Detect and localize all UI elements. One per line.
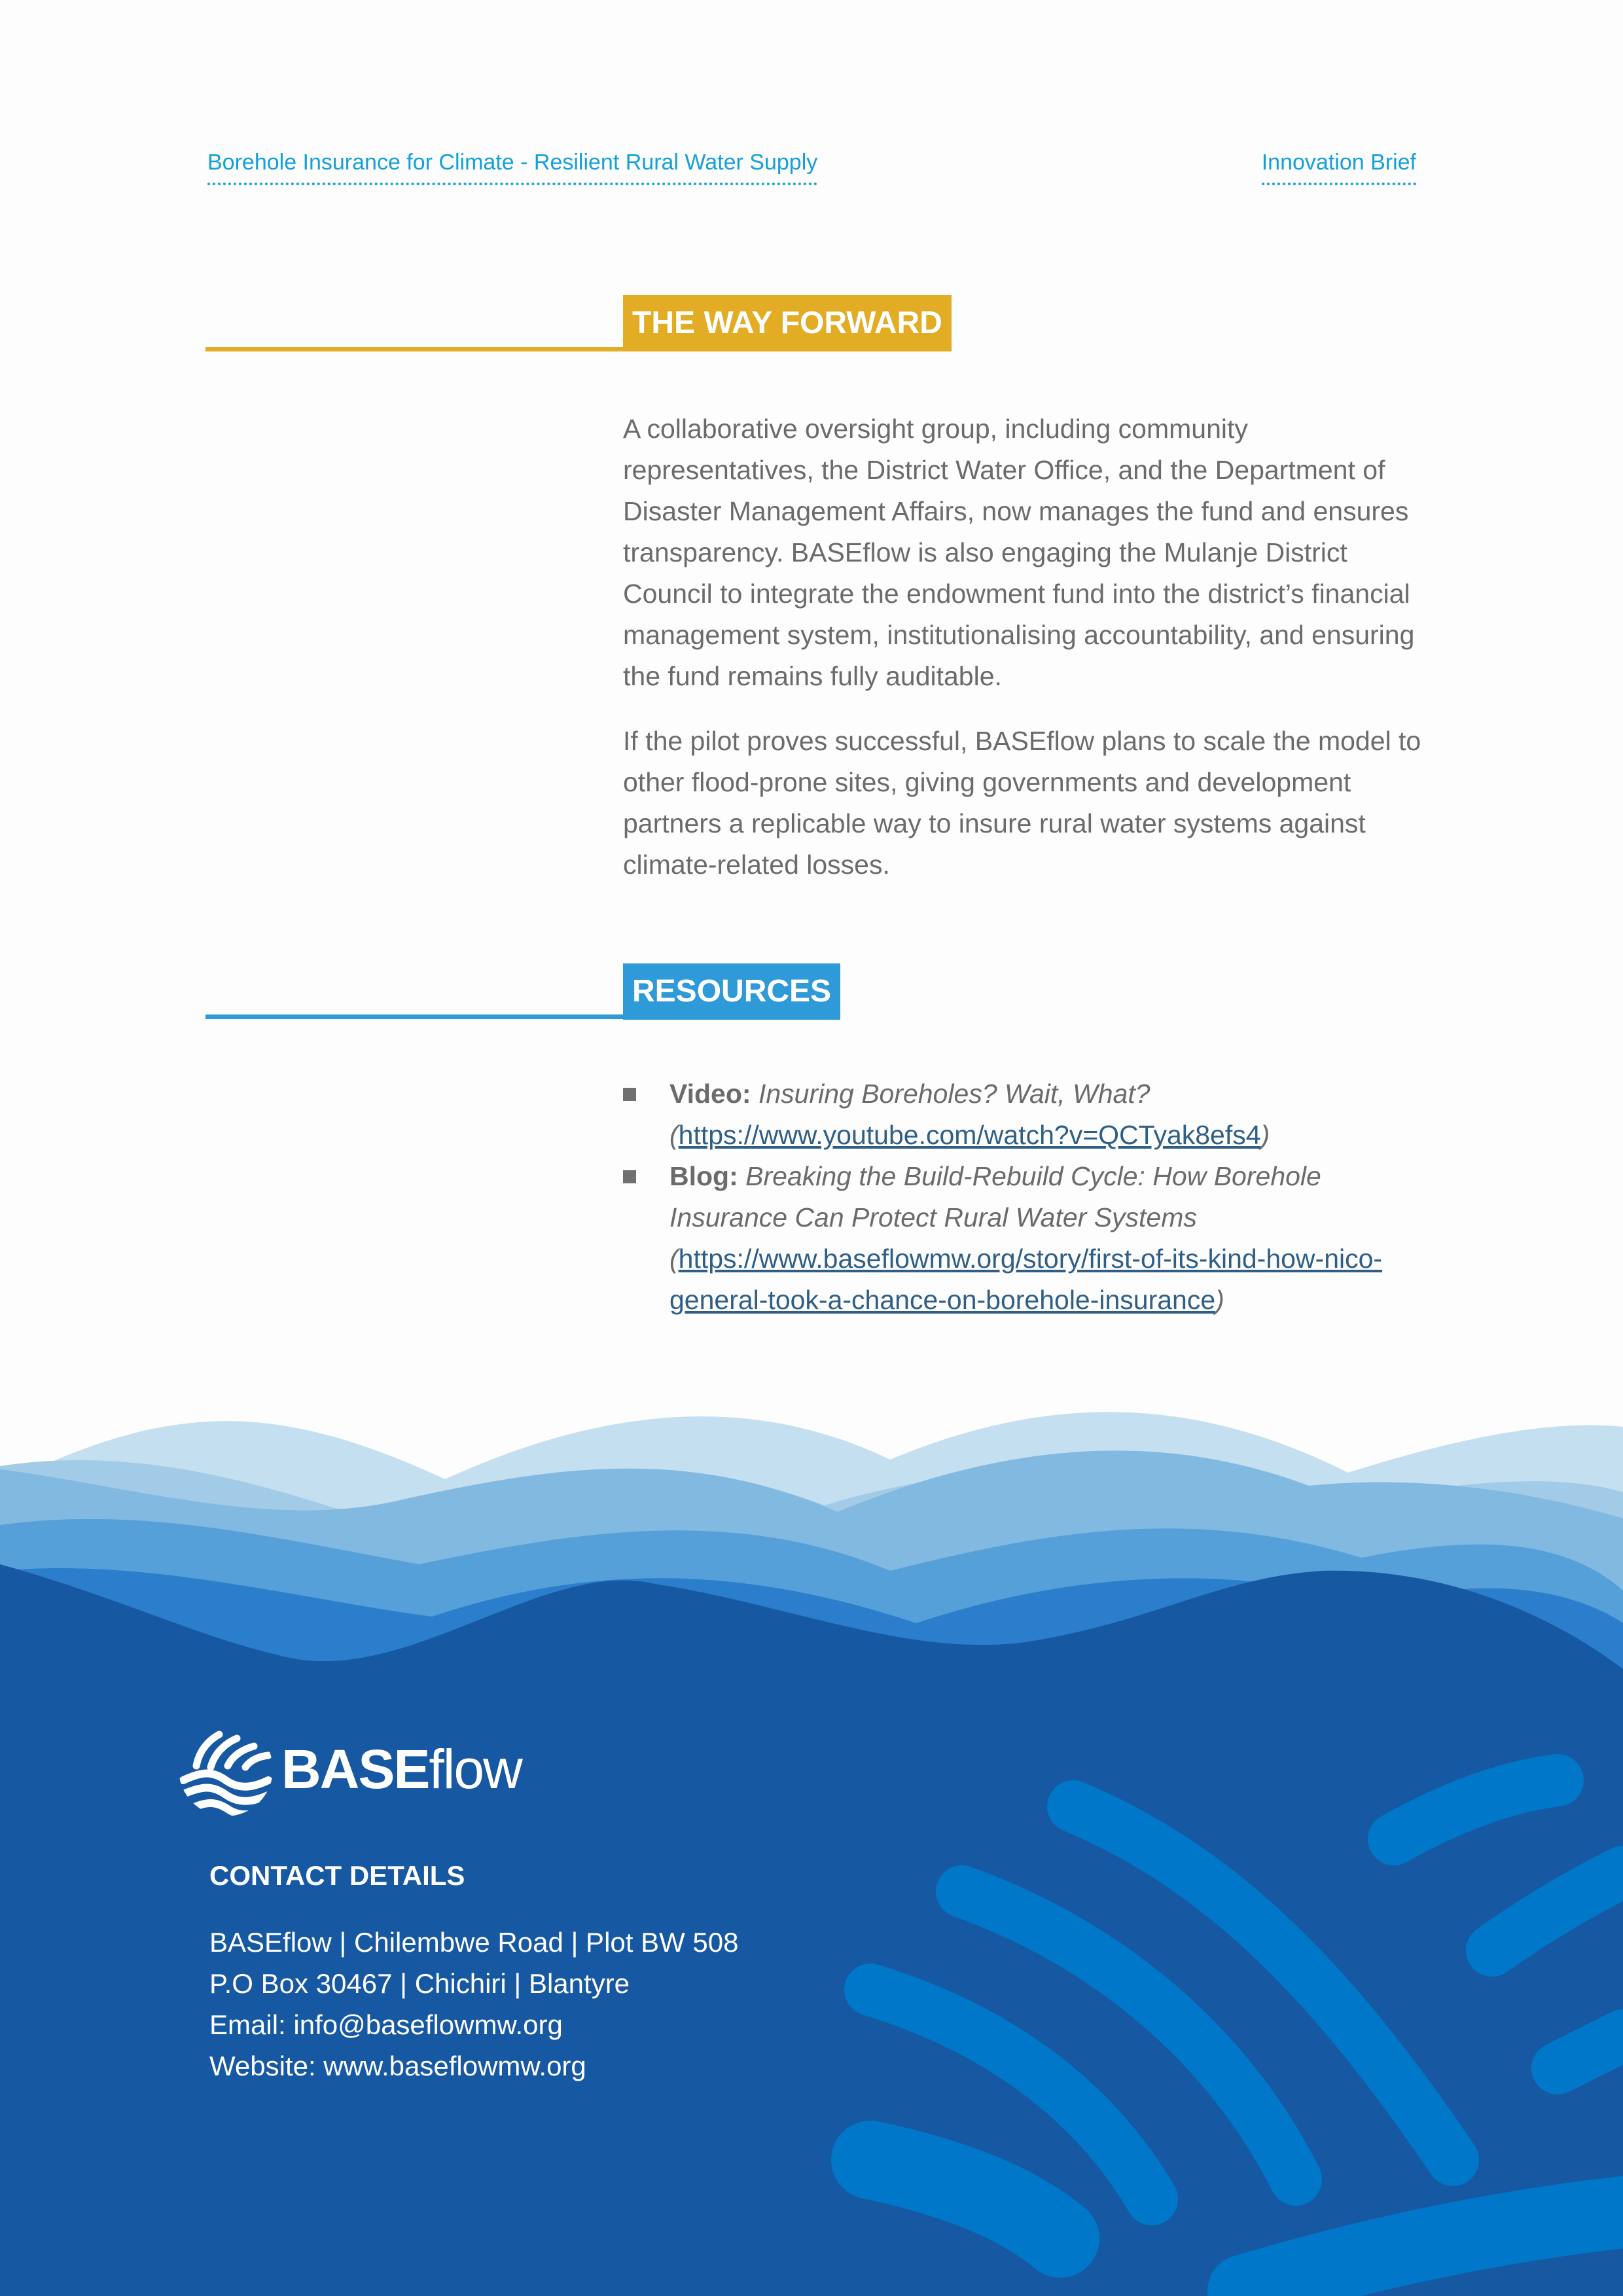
contact-po-box-line: P.O Box 30467 | Chichiri | Blantyre bbox=[209, 1968, 630, 1999]
way-forward-rule bbox=[205, 347, 624, 351]
contact-email-line: Email: info@baseflowmw.org bbox=[209, 2009, 563, 2040]
contact-website-line: Website: www.baseflowmw.org bbox=[209, 2051, 586, 2081]
resource-title: Breaking the Build-Rebuild Cycle: How Borehole Insurance Can Protect Rural Water Systems bbox=[669, 1161, 1321, 1232]
resource-label: Video: bbox=[669, 1079, 751, 1109]
way-forward-paragraph-1: A collaborative oversight group, including community representatives, the District Water Office, and the Department of Disaster Management Affairs, now manages the fund and ensures transparency. BASEflow is also engaging the Mulanje District Council to integrate the endowment fund into the district’s financial management system, institutionalising accountability, and ensuring the fund remains fully auditable. bbox=[623, 414, 1415, 691]
contact-address-line: BASEflow | Chilembwe Road | Plot BW 508 bbox=[209, 1927, 739, 1958]
contact-details bbox=[209, 1922, 739, 2087]
resources-heading: RESOURCES bbox=[623, 963, 840, 1020]
resource-label: Blog: bbox=[669, 1161, 738, 1191]
way-forward-body bbox=[623, 408, 1421, 909]
baseflow-wordmark: BASEflow bbox=[281, 1738, 522, 1800]
square-bullet-icon bbox=[623, 1088, 636, 1101]
blog-link[interactable]: https://www.baseflowmw.org/story/first-of-its-kind-how-nico-general-took-a-chance-on-borehole-insurance bbox=[669, 1244, 1383, 1315]
resources-rule bbox=[205, 1014, 624, 1019]
way-forward-heading: THE WAY FORWARD bbox=[623, 295, 952, 351]
square-bullet-icon bbox=[623, 1170, 636, 1183]
resources-list bbox=[623, 1073, 1435, 1321]
contact-details-heading: CONTACT DETAILS bbox=[209, 1860, 465, 1891]
resource-item-blog: Blog: Breaking the Build-Rebuild Cycle: How Borehole Insurance Can Protect Rural Water Systems (https://www.baseflowmw.org/story/first-of-its-kind-how-nico-general-took-a-chance-on-borehole-insurance) bbox=[623, 1156, 1435, 1321]
baseflow-logo-icon bbox=[177, 1720, 275, 1818]
logo-arc-6 bbox=[1558, 2036, 1623, 2068]
footer-wave-background bbox=[0, 1407, 1623, 2296]
document-type-label: Innovation Brief bbox=[1262, 151, 1416, 185]
resource-title: Insuring Boreholes? Wait, What? bbox=[758, 1079, 1150, 1109]
resource-item-video: Video: Insuring Boreholes? Wait, What? (https://www.youtube.com/watch?v=QCTyak8efs4) bbox=[623, 1073, 1435, 1156]
document-header-title: Borehole Insurance for Climate - Resilient Rural Water Supply bbox=[207, 151, 817, 185]
baseflow-logo bbox=[177, 1720, 522, 1818]
video-link[interactable]: https://www.youtube.com/watch?v=QCTyak8efs4 bbox=[678, 1120, 1261, 1150]
way-forward-paragraph-2: If the pilot proves successful, BASEflow plans to scale the model to other flood-prone sites, giving governments and development partners a replicable way to insure rural water systems against climate-related losses. bbox=[623, 726, 1421, 880]
